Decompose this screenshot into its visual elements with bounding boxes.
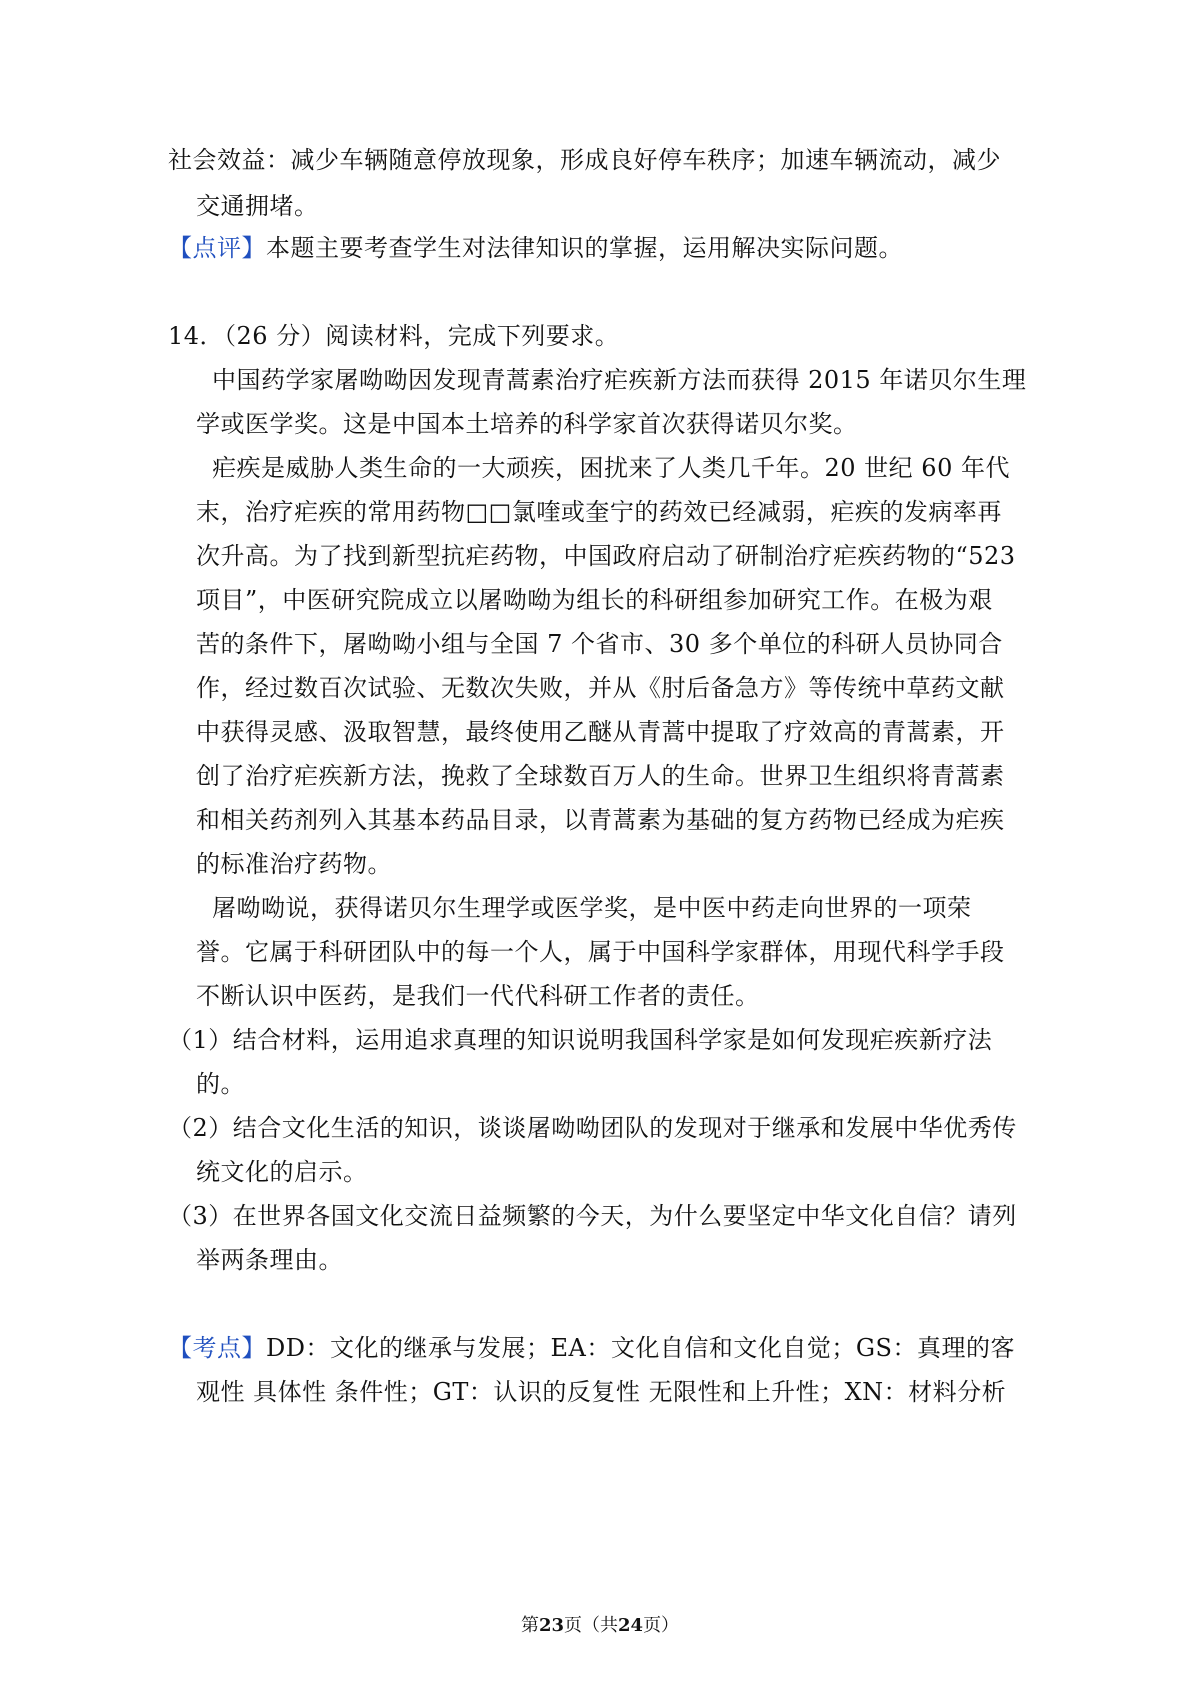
sub-question-3-line-2: 举两条理由。: [196, 1246, 343, 1274]
footer-middle: 页（共: [564, 1615, 618, 1636]
para1-line-2: 学或医学奖。这是中国本土培养的科学家首次获得诺贝尔奖。: [196, 410, 858, 438]
comment-text: 本题主要考查学生对法律知识的掌握，运用解决实际问题。: [266, 234, 903, 262]
kaodian-line-1: [168, 1332, 1015, 1364]
sub-question-3-line-1: （3）在世界各国文化交流日益频繁的今天，为什么要坚定中华文化自信？请列: [168, 1202, 1017, 1230]
kaodian-line-2: 观性 具体性 条件性；GT：认识的反复性 无限性和上升性；XN：材料分析: [196, 1378, 1007, 1406]
question-header: 14．（26 分）阅读材料，完成下列要求。: [168, 322, 620, 350]
para1-line-1: 中国药学家屠呦呦因发现青蒿素治疗疟疾新方法而获得 2015 年诺贝尔生理: [212, 366, 1027, 394]
para2-line: 疟疾是威胁人类生命的一大顽疾，困扰来了人类几千年。20 世纪 60 年代: [212, 454, 1010, 482]
social-benefit-line-1: 社会效益：减少车辆随意停放现象，形成良好停车秩序；加速车辆流动，减少: [168, 146, 1001, 174]
footer-prefix: 第: [520, 1615, 539, 1636]
sub-question-2-line-1: （2）结合文化生活的知识，谈谈屠呦呦团队的发现对于继承和发展中华优秀传: [168, 1114, 1017, 1142]
footer-page-number: 23: [538, 1615, 564, 1636]
para2-line: 次升高。为了找到新型抗疟药物，中国政府启动了研制治疗疟疾药物的“523: [196, 542, 1016, 570]
footer-total-pages: 24: [618, 1615, 644, 1636]
para3-line: 誉。它属于科研团队中的每一个人，属于中国科学家群体，用现代科学手段: [196, 938, 1005, 966]
para2-line: 和相关药剂列入其基本药品目录，以青蒿素为基础的复方药物已经成为疟疾: [196, 806, 1005, 834]
footer-suffix: 页）: [643, 1615, 680, 1636]
sub-question-1-line-1: （1）结合材料，运用追求真理的知识说明我国科学家是如何发现疟疾新疗法: [168, 1026, 993, 1054]
para2-line: 创了治疗疟疾新方法，挽救了全球数百万人的生命。世界卫生组织将青蒿素: [196, 762, 1005, 790]
para2-line: 苦的条件下，屠呦呦小组与全国 7 个省市、30 多个单位的科研人员协同合: [196, 630, 1003, 658]
para2-line: 末，治疗疟疾的常用药物□□氯喹或奎宁的药效已经减弱，疟疾的发病率再: [196, 498, 1002, 526]
para3-line: 屠呦呦说，获得诺贝尔生理学或医学奖，是中医中药走向世界的一项荣: [212, 894, 972, 922]
kaodian-text-1: DD：文化的继承与发展；EA：文化自信和文化自觉；GS：真理的客: [266, 1334, 1015, 1362]
comment-line: [168, 232, 903, 264]
page-footer: [0, 1614, 1200, 1638]
para3-line: 不断认识中医药，是我们一代代科研工作者的责任。: [196, 982, 760, 1010]
para2-line: 的标准治疗药物。: [196, 850, 392, 878]
para2-line: 中获得灵感、汲取智慧，最终使用乙醚从青蒿中提取了疗效高的青蒿素，开: [196, 718, 1005, 746]
sub-question-2-line-2: 统文化的启示。: [196, 1158, 368, 1186]
para2-line: 作，经过数百次试验、无数次失败，并从《肘后备急方》等传统中草药文献: [196, 674, 1005, 702]
social-benefit-line-2: 交通拥堵。: [196, 192, 319, 220]
sub-question-1-line-2: 的。: [196, 1070, 245, 1098]
kaodian-tag: 【考点】: [168, 1334, 266, 1362]
comment-tag: 【点评】: [168, 234, 266, 262]
para2-line: 项目”，中医研究院成立以屠呦呦为组长的科研组参加研究工作。在极为艰: [196, 586, 993, 614]
